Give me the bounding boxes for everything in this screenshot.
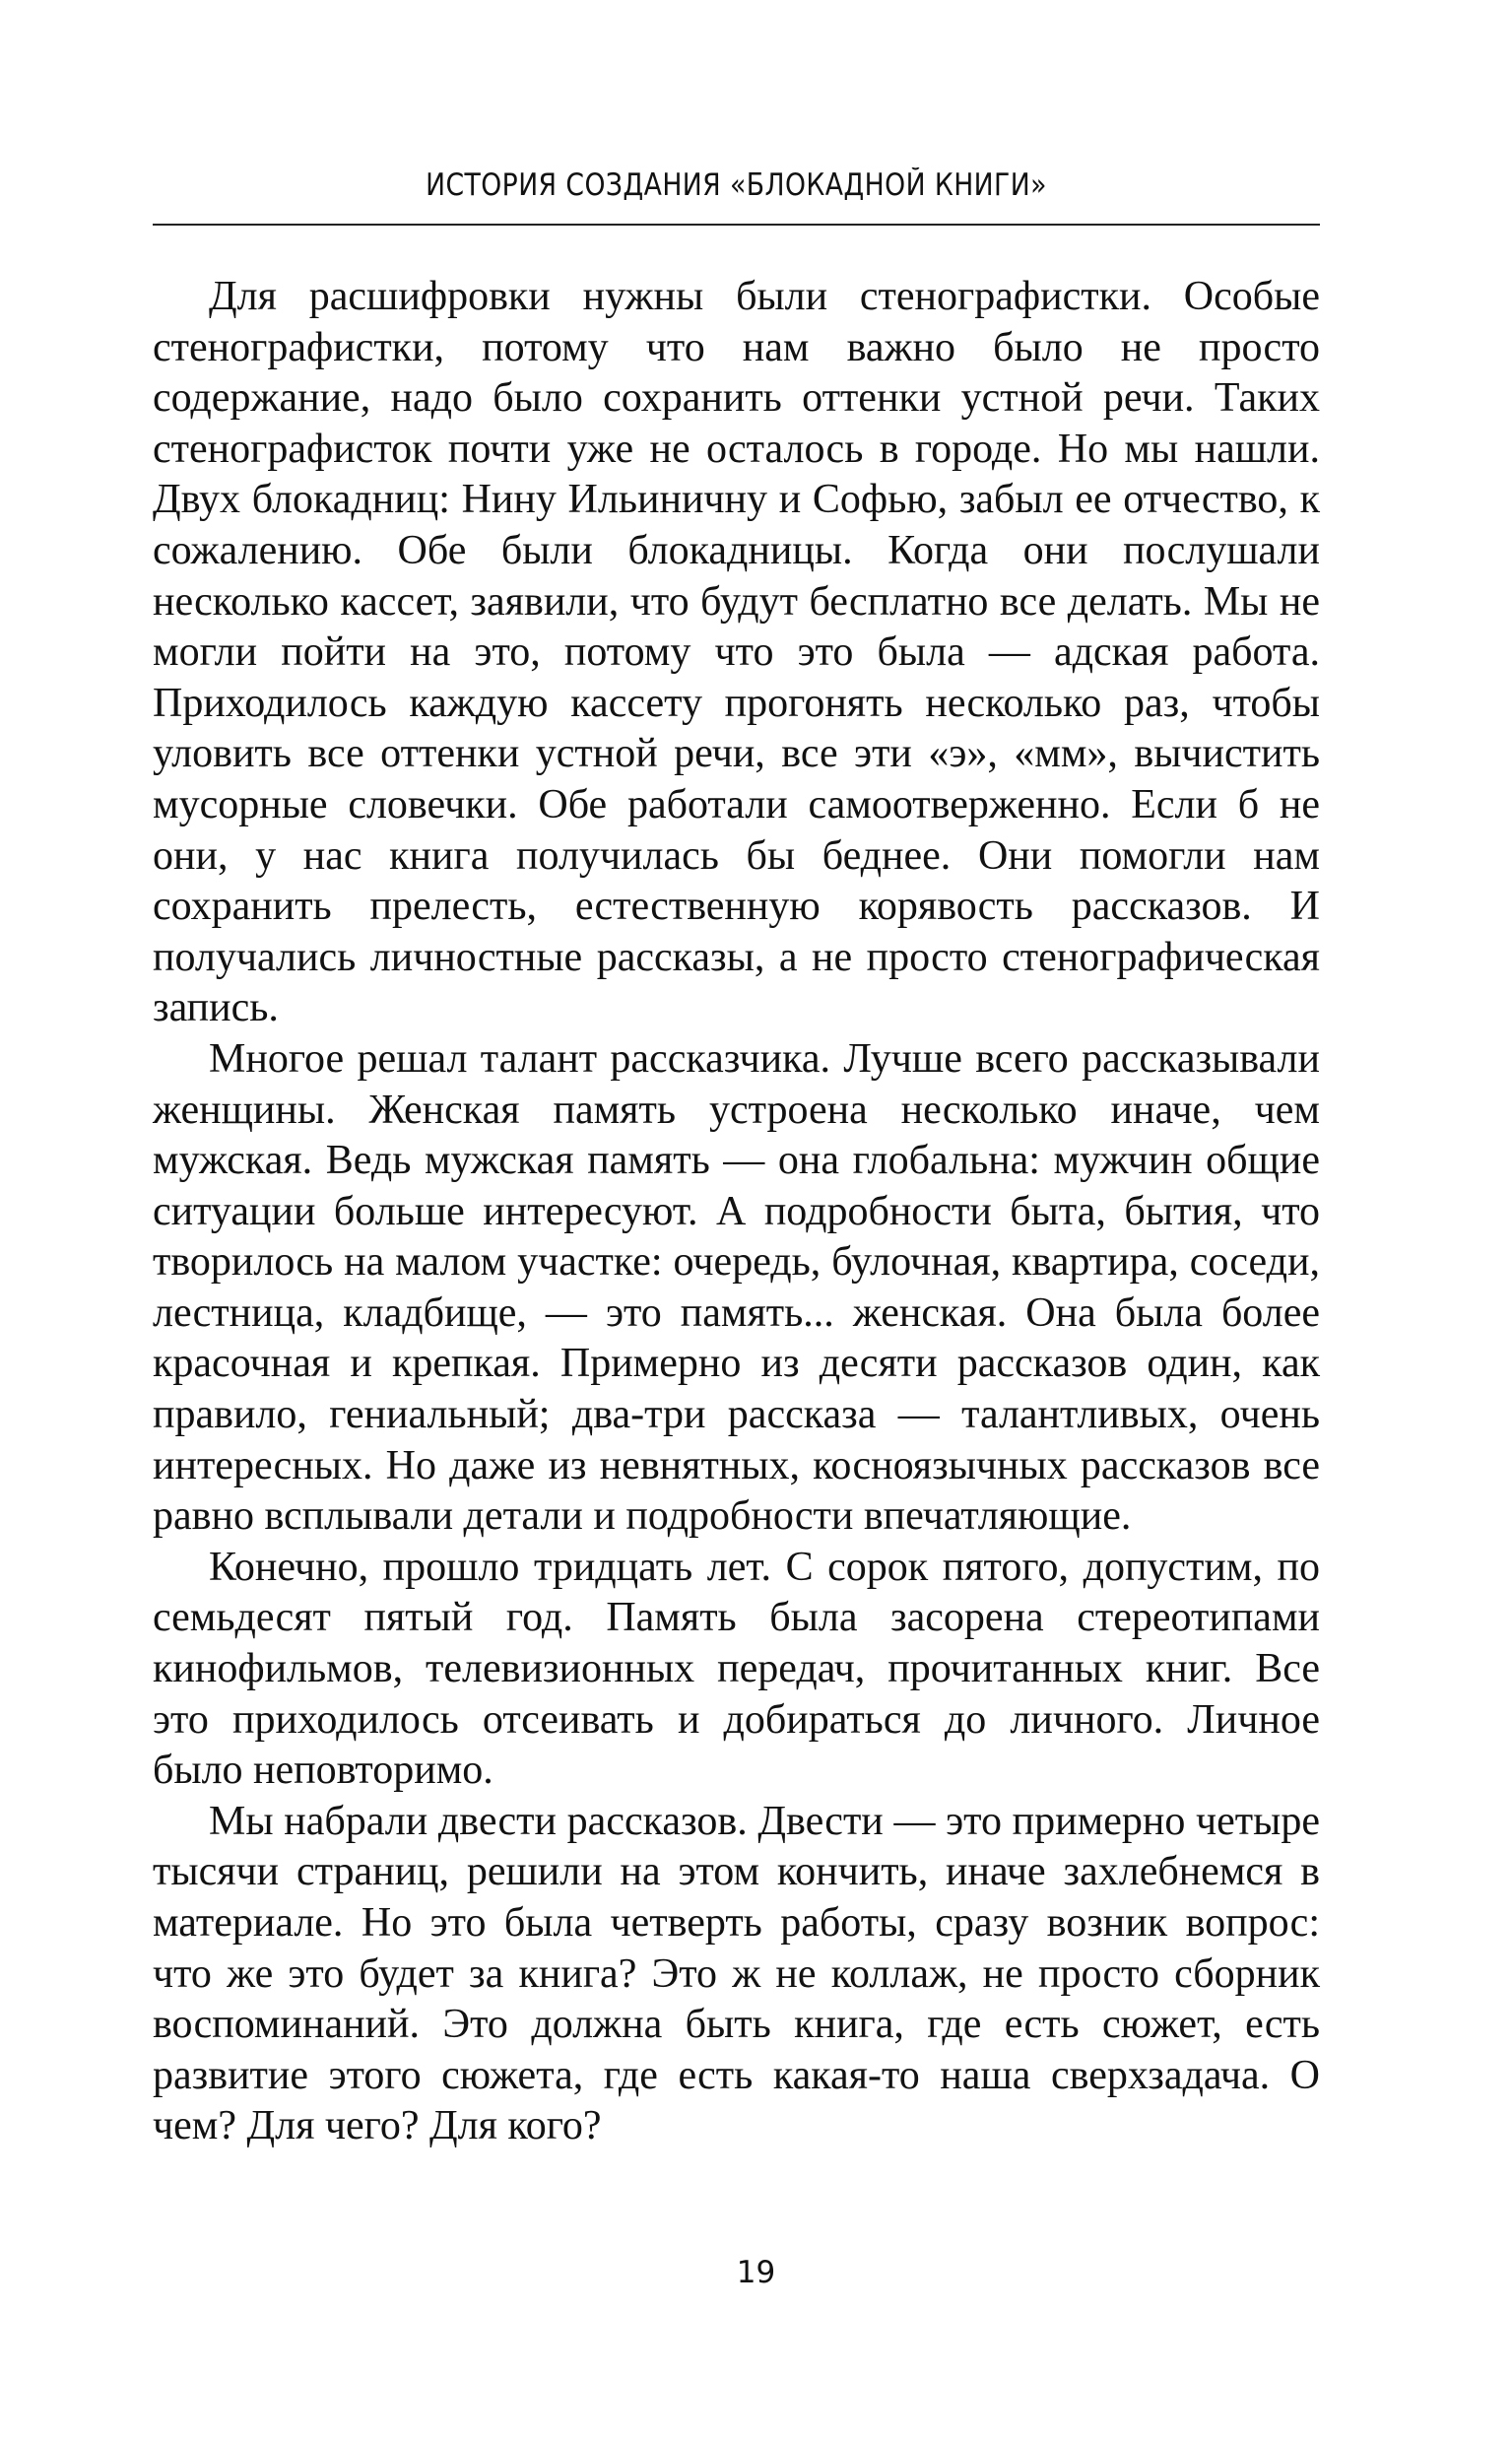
paragraph-4: Мы набрали двести рассказов. Двести — это примерно четыре тысячи страниц, решили на этом кончить, иначе захлебнемся в материале. Но это была четверть работы, сразу возник вопрос: что же это будет за книга? Это ж не коллаж, не просто сборник воспоминаний. Это должна быть книга, где есть сюжет, есть развитие этого сюжета, где есть какая-то наша сверхзадача. О чем? Для чего? Для кого? [153, 1798, 1320, 2149]
body-text [153, 272, 1320, 2152]
paragraph-2: Многое решал талант рассказчика. Лучше всего рассказывали женщины. Женская память устроена несколько иначе, чем мужская. Ведь мужская память — она глобальна: мужчин общие ситуации больше интересуют. А подробности быта, бытия, что творилось на малом участке: очередь, булочная, квартира, соседи, лестница, кладбище, — это память... женская. Она была более красочная и крепкая. Примерно из десяти рассказов один, как правило, гениальный; два-три рассказа — талантливых, очень интересных. Но даже из невнятных, косноязычных рассказов все равно всплывали детали и подробности впечатляющие. [153, 1035, 1320, 1540]
paragraph-1: Для расшифровки нужны были стенографистки. Особые стенографистки, потому что нам важно было не просто содержание, надо было сохранить оттенки устной речи. Таких стенографисток почти уже не осталось в городе. Но мы нашли. Двух блокадниц: Нину Ильиничну и Софью, забыл ее отчество, к сожалению. Обе были блокадницы. Когда они послушали несколько кассет, заявили, что будут бесплатно все делать. Мы не могли пойти на это, потому что это была — адская работа. Приходилось каждую кассету прогонять несколько раз, чтобы уловить все оттенки устной речи, все эти «э», «мм», вычистить мусорные словечки. Обе работали самоотверженно. Если б не они, у нас книга получилась бы беднее. Они помогли нам сохранить прелесть, естественную корявость рассказов. И получались личностные рассказы, а не просто стенографическая запись. [153, 274, 1320, 1031]
page-number: 19 [736, 2255, 776, 2290]
header-divider [153, 224, 1320, 226]
running-head: ИСТОРИЯ СОЗДАНИЯ «БЛОКАДНОЙ КНИГИ» [426, 167, 1047, 203]
paragraph-3: Конечно, прошло тридцать лет. С сорок пятого, допустим, по семьдесят пятый год. Память была засорена стереотипами кинофильмов, телевизионных передач, прочитанных книг. Все это приходилось отсеивать и добираться до личного. Личное было неповторимо. [153, 1544, 1320, 1794]
